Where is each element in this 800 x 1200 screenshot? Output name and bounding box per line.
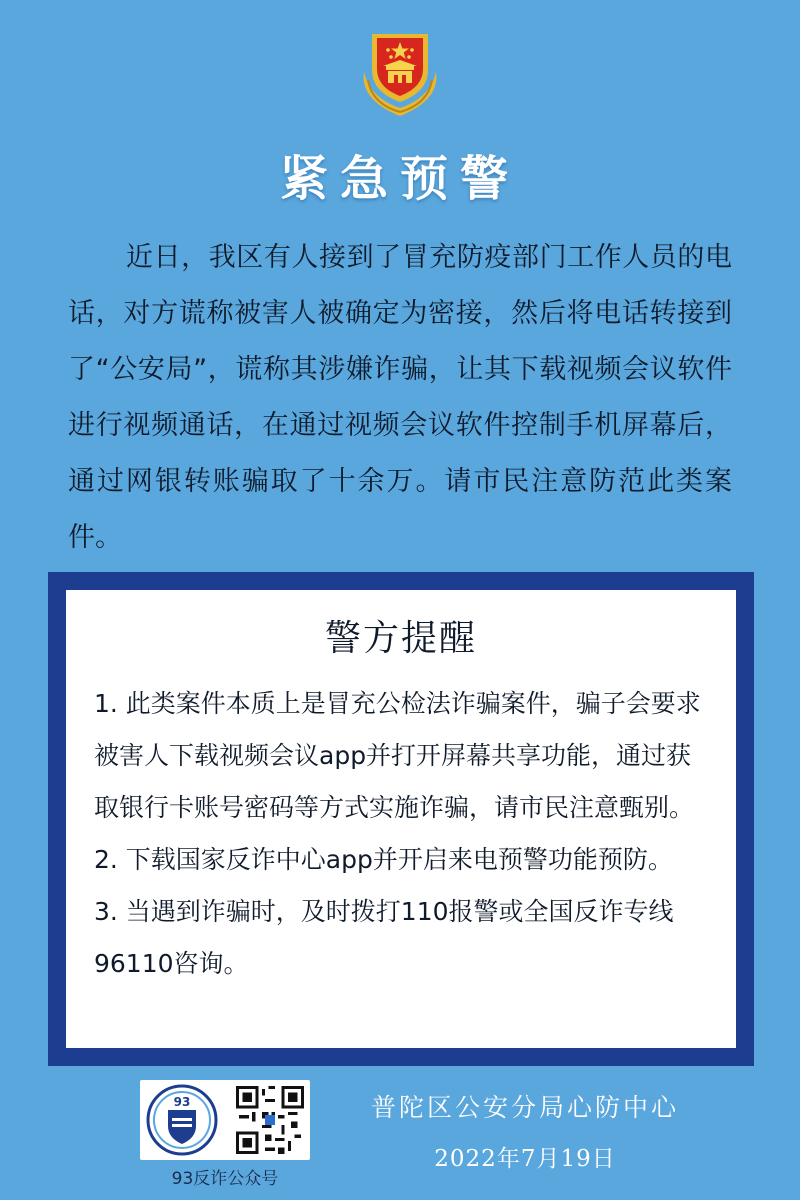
- badge-number: 93: [173, 1095, 191, 1109]
- publisher-name: 普陀区公安分局心防中心: [370, 1093, 679, 1122]
- publish-date: 2022年7月19日: [434, 1146, 616, 1172]
- tip-item: 2. 下载国家反诈中心app并开启来电预警功能预防。: [94, 845, 673, 874]
- wechat-account-caption: 93反诈公众号: [171, 1169, 279, 1189]
- notice-title: 警方提醒: [324, 618, 477, 659]
- notice-panel: [66, 590, 736, 1048]
- qr-code-icon: [236, 1086, 304, 1154]
- notice-frame: [48, 572, 754, 1066]
- page-title: 紧急预警: [279, 151, 520, 207]
- tip-item: 1. 此类案件本质上是冒充公检法诈骗案件，骗子会要求被害人下载视频会议app并打开屏幕共享功能，通过获取银行卡账号密码等方式实施诈骗，请市民注意甄别。: [94, 689, 701, 822]
- wechat-account-card[interactable]: [140, 1080, 310, 1160]
- anti-fraud-badge-icon: [146, 1084, 218, 1156]
- police-emblem-icon: [350, 20, 450, 120]
- tips-list: [94, 678, 716, 990]
- tip-item: 3. 当遇到诈骗时，及时拨打110报警或全国反诈专线96110咨询。: [94, 897, 674, 978]
- intro-paragraph: 近日，我区有人接到了冒充防疫部门工作人员的电话，对方谎称被害人被确定为密接，然后将电话转接到了“公安局”，谎称其涉嫌诈骗，让其下载视频会议软件进行视频通话，在通过视频会议软件控制手机屏幕后，通过网银转账骗取了十余万。请市民注意防范此类案件。: [68, 242, 732, 553]
